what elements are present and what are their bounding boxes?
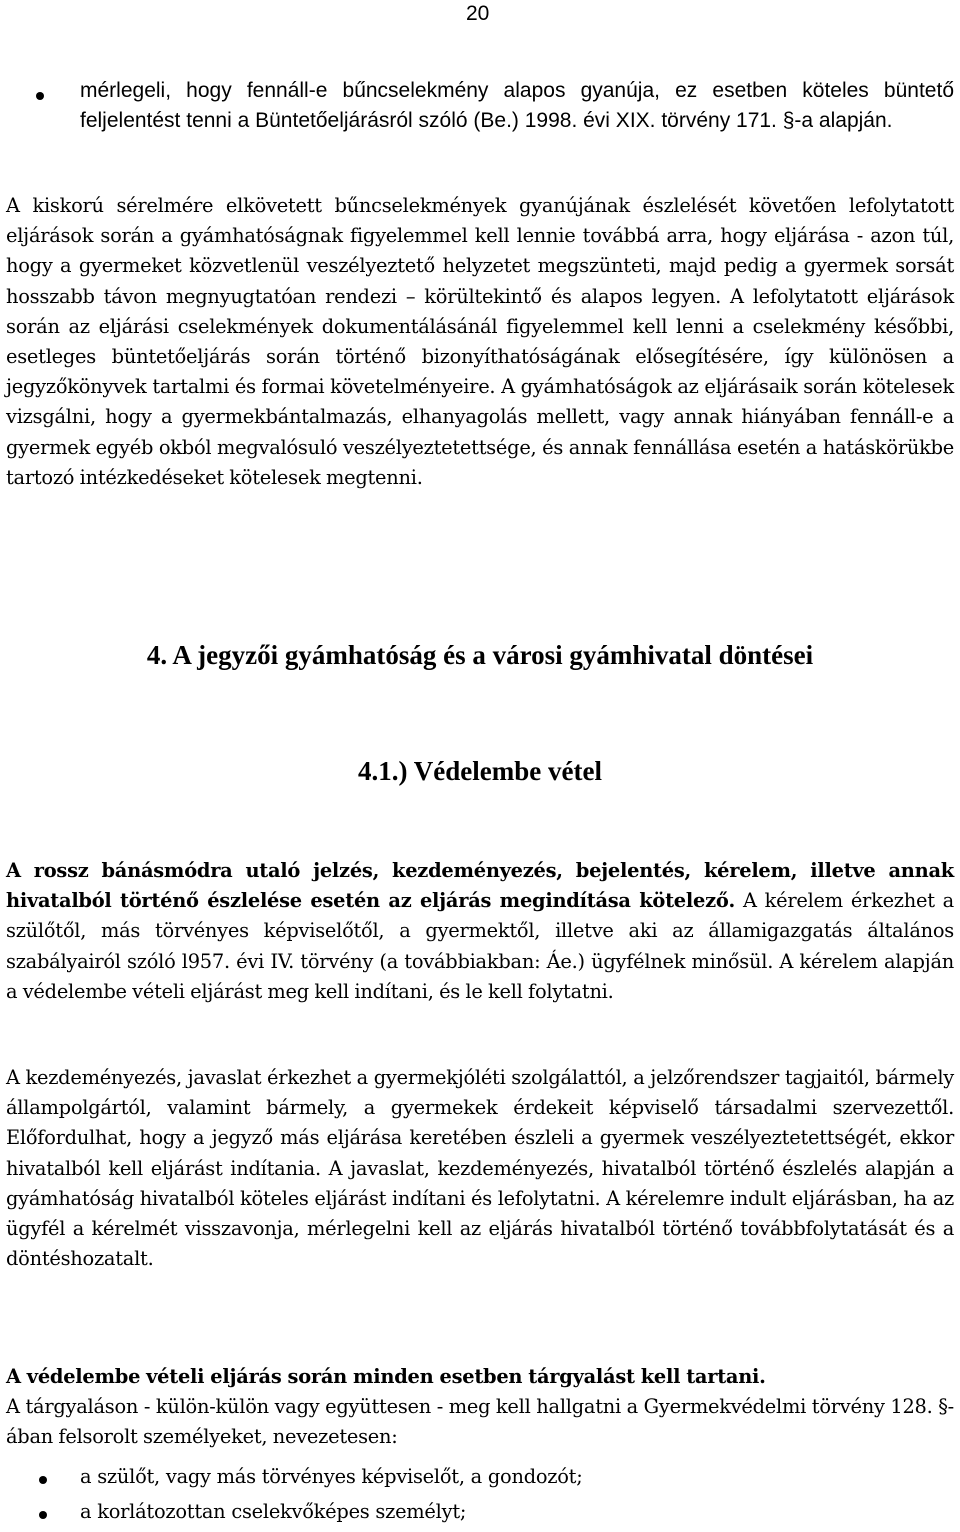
page-number: 20	[466, 2, 490, 25]
list-item	[0, 1462, 960, 1497]
paragraph-4-bold: A védelembe vételi eljárás során minden esetben tárgyalást kell tartani.	[6, 1365, 766, 1388]
paragraph-3: A kezdeményezés, javaslat érkezhet a gyermekjóléti szolgálattól, a jelzőrendszer tagjaitól, bármely állampolgártól, valamint bármely, a gyermekek érdekeit képviselő társadalmi szervezettől. Előfordulhat, hogy a jegyző más eljárása keretében észleli a gyermek veszélyeztetettségét, ekkor hivatalból kell eljárást indítania. A javaslat, kezdeményezés, hivatalból történő észlelés alapján a gyámhatóság hivatalból köteles eljárást indítani és lefolytatni. A kérelemre indult eljárásban, ha az ügyfél a kérelmét visszavonja, mérlegelni kell az eljárás hivatalból történő továbbfolytatását és a döntéshozatalt.	[6, 1066, 954, 1271]
bullet-list	[0, 1462, 960, 1532]
list-item	[0, 1497, 960, 1532]
bullet-text: mérlegeli, hogy fennáll-e bűncselekmény alapos gyanúja, ez esetben köteles büntető feljelentést tenni a Büntetőeljárásról szóló (Be.) 1998. évi XIX. törvény 171. §-a alapján.	[80, 79, 954, 132]
paragraph-2	[6, 856, 954, 1007]
list-item-text: a szülőt, vagy más törvényes képviselőt, a gondozót;	[80, 1465, 583, 1488]
paragraph-1: A kiskorú sérelmére elkövetett bűncselekmények gyanújának észlelését követően lefolytatott eljárások során a gyámhatóságnak figyelemmel kell lennie továbbá arra, hogy eljárása - azon túl, hogy a gyermeket közvetlenül veszélyeztető helyzetet megszünteti, majd pedig a gyermek sorsát hosszabb távon megnyugtatóan rendezi – körültekintő és alapos legyen. A lefolytatott eljárások során az eljárási cselekmények dokumentálásánál figyelemmel kell lenni a cselekmény későbbi, esetleges büntetőeljárás során történő bizonyíthatóságának elősegítésére, így különösen a jegyzőkönyvek tartalmi és formai követelményeire. A gyámhatóságok az eljárásaik során kötelesek vizsgálni, hogy a gyermekbántalmazás, elhanyagolás mellett, vagy annak hiányában fennáll-e a gyermek egyéb okból megvalósuló veszélyeztetettsége, és annak fennállása esetén a hatáskörükbe tartozó intézkedéseket kötelesek megtenni.	[6, 194, 954, 489]
paragraph-4	[6, 1362, 954, 1453]
bullet-dot-icon	[39, 1476, 47, 1484]
paragraph-2-bold: A rossz bánásmódra utaló jelzés, kezdeményezés, bejelentés, kérelem, illetve annak hivatalból történő észlelése esetén az eljárás megindítása kötelező.	[6, 859, 954, 913]
subsection-heading: 4.1.) Védelembe vétel	[358, 756, 602, 786]
paragraph-2-text: A kérelem érkezhet a szülőtől, más törvényes képviselőtől, a gyermektől, illetve aki az államigazgatás általános szabályairól szóló l957. évi IV. törvény (a továbbiakban: Áe.) ügyfélnek minősül. A kérelem alapján a védelembe vételi eljárást meg kell indítani, és le kell folytatni.	[6, 889, 954, 1003]
bullet-dot-icon	[39, 1511, 47, 1519]
list-item-text: a korlátozottan cselekvőképes személyt;	[80, 1500, 467, 1523]
paragraph-4-text: A tárgyaláson - külön-külön vagy együttesen - meg kell hallgatni a Gyermekvédelmi törvény 128. §-ában felsorolt személyeket, nevezetesen:	[6, 1395, 954, 1449]
section-heading: 4. A jegyzői gyámhatóság és a városi gyámhivatal döntései	[146, 640, 814, 670]
bullet-dot-icon	[36, 92, 44, 100]
